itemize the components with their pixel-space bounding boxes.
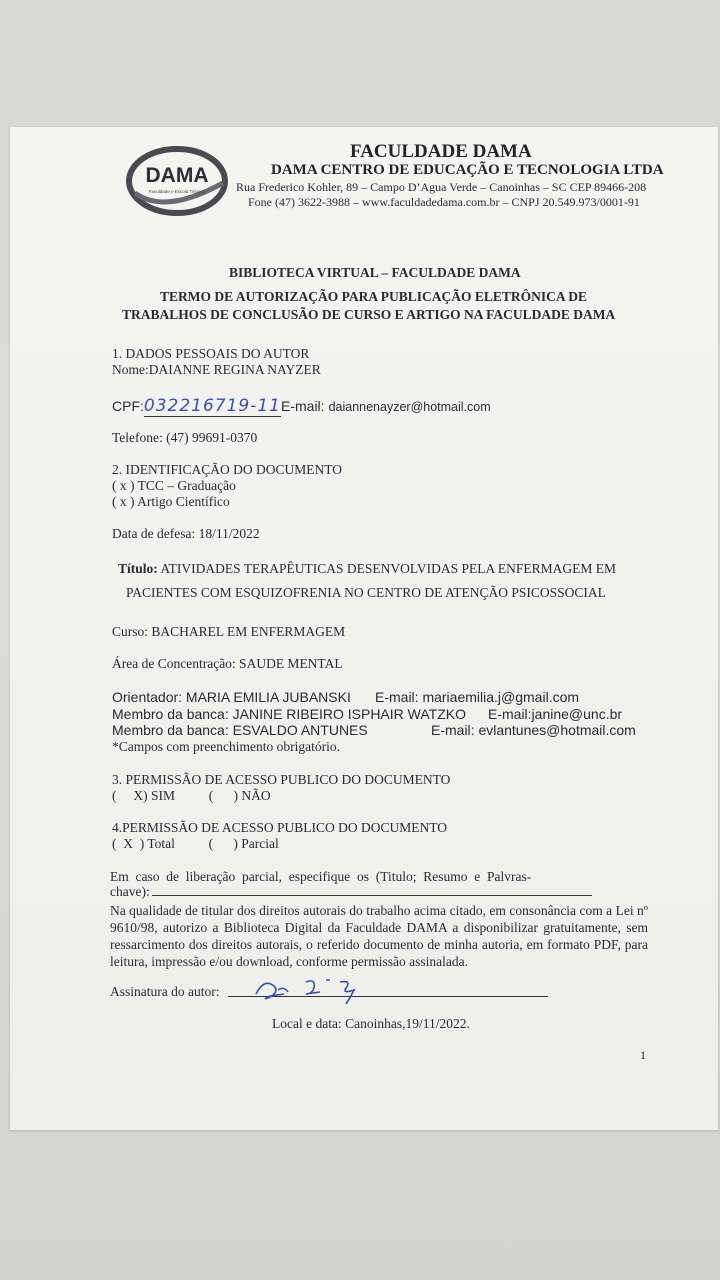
author-name: Nome:DAIANNE REGINA NAYZER: [112, 362, 321, 377]
required-note: *Campos com preenchimento obrigatório.: [112, 739, 340, 754]
board-member-2-email: E-mail: evlantunes@hotmail.com: [431, 722, 636, 738]
advisor: Orientador: MARIA EMILIA JUBANSKI: [112, 689, 351, 705]
cpf-value: 032216719-11: [143, 396, 281, 416]
faculty-name: FACULDADE DAMA: [350, 141, 532, 162]
logo-subtext: Faculdade e Escola Técnica: [148, 189, 206, 194]
board-member-1-email: E-mail:janine@unc.br: [488, 706, 623, 722]
partial-chave-label: chave):: [110, 884, 150, 899]
document-title-line2: PACIENTES COM ESQUIZOFRENIA NO CENTRO DE ATENÇÃO PSICOSSOCIAL: [126, 585, 606, 600]
place-date: Local e data: Canoinhas,19/11/2022.: [272, 1016, 470, 1031]
section2-heading: 2. IDENTIFICAÇÃO DO DOCUMENTO: [112, 462, 342, 477]
library-title: BIBLIOTECA VIRTUAL – FACULDADE DAMA: [229, 265, 521, 280]
title-text-1: ATIVIDADES TERAPÊUTICAS DESENVOLVIDAS PELA ENFERMAGEM EM: [160, 561, 617, 576]
advisor-email: E-mail: mariaemilia.j@gmail.com: [375, 689, 580, 705]
dama-logo: [125, 143, 229, 217]
title-label: Título:: [118, 561, 158, 576]
contact-line: Fone (47) 3622-3988 – www.faculdadedama.com.br – CNPJ 20.549.973/0001-91: [248, 195, 640, 209]
email-label: E-mail:: [281, 398, 325, 414]
term-title-line1: TERMO DE AUTORIZAÇÃO PARA PUBLICAÇÃO ELETRÔNICA DE: [160, 289, 588, 304]
defense-date: Data de defesa: 18/11/2022: [112, 526, 260, 541]
board-member-1: Membro da banca: JANINE RIBEIRO ISPHAIR WATZKO: [112, 706, 466, 722]
section1-heading: 1. DADOS PESSOAIS DO AUTOR: [112, 346, 310, 361]
phone: Telefone: (47) 99691-0370: [112, 430, 258, 445]
partial-blank-line: [152, 895, 592, 896]
course: Curso: BACHAREL EM ENFERMAGEM: [112, 624, 346, 639]
board-member-2: Membro da banca: ESVALDO ANTUNES: [112, 722, 368, 738]
section3-options: ( X) SIM ( ) NÃO: [112, 788, 271, 803]
term-title-line2: TRABALHOS DE CONCLUSÃO DE CURSO E ARTIGO NA FACULDADE DAMA: [122, 307, 616, 322]
partial-line2: [110, 884, 592, 900]
email-value: daiannenayzer@hotmail.com: [328, 400, 491, 414]
section4-heading: 4.PERMISSÃO DE ACESSO PUBLICO DO DOCUMENTO: [112, 820, 448, 835]
signature-label: Assinatura do autor:: [110, 984, 220, 999]
company-name: DAMA CENTRO DE EDUCAÇÃO E TECNOLOGIA LTDA: [271, 162, 664, 178]
page-number: 1: [640, 1048, 646, 1062]
authorization-paragraph: Na qualidade de titular dos direitos autorais do trabalho acima citado, em consonância com a Lei nº 9610/98, autorizo a Biblioteca Digital da Faculdade DAMA a disponibilizar gratuitamente, sem ressarcimento dos direitos autorais, o referido documento de minha autoria, em formato PDF, para leitura, impressão e/ou download, conforme permissão assinalada.: [110, 903, 648, 969]
section4-options: ( X ) Total ( ) Parcial: [112, 836, 279, 851]
option-artigo: ( x ) Artigo Científico: [112, 494, 230, 509]
cpf-row: [112, 396, 491, 417]
document-title-line1: [118, 561, 616, 577]
cpf-label: CPF:: [112, 398, 144, 414]
option-tcc: ( x ) TCC – Graduação: [112, 478, 236, 493]
address-line: Rua Frederico Kohler, 89 – Campo D’Agua Verde – Canoinhas – SC CEP 89466-208: [236, 180, 647, 194]
logo-text: DAMA: [145, 164, 209, 187]
concentration-area: Área de Concentração: SAUDE MENTAL: [112, 656, 343, 671]
author-signature: [250, 972, 380, 1008]
section3-heading: 3. PERMISSÃO DE ACESSO PUBLICO DO DOCUMENTO: [112, 772, 451, 787]
partial-line1: Em caso de liberação parcial, especifique os (Titulo; Resumo e Palvras-: [110, 869, 532, 884]
